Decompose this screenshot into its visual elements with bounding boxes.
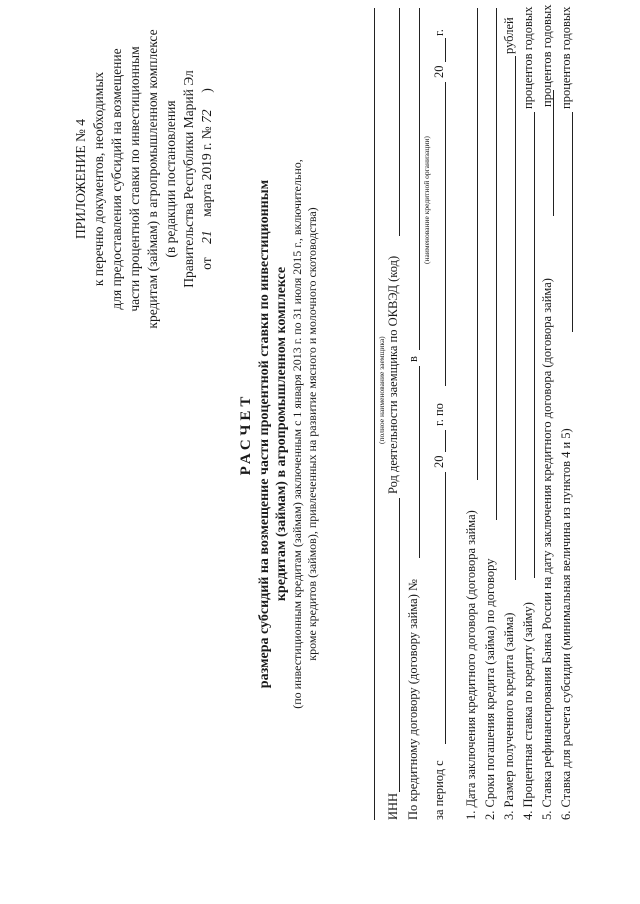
date-number: 72	[199, 109, 214, 124]
period-year-suffix-2: г.	[432, 29, 446, 36]
item-6-label: 6. Ставка для расчета субсидии (минимальная величина из пунктов 4 и 5)	[559, 428, 573, 820]
inn-label: ИНН	[386, 792, 400, 820]
item-3-field[interactable]	[515, 56, 516, 580]
title-subline: кроме кредитов (займов), привлеченных на развитие мясного и молочного скотоводства)	[305, 207, 319, 661]
appendix-line: для предоставления субсидий на возмещение	[109, 48, 124, 310]
appendix-line: Правительства Республики Марий Эл	[181, 70, 196, 288]
period-end-year-line[interactable]	[445, 38, 446, 62]
item-4-label: 4. Процентная ставка по кредиту (займу)	[521, 602, 535, 820]
okved-field-line[interactable]	[399, 8, 400, 236]
title-line: размера субсидий на возмещение части процентной ставки по инвестиционным	[257, 179, 272, 689]
appendix-date-line	[198, 14, 216, 344]
period-start-line[interactable]	[445, 472, 446, 744]
bank-name-line[interactable]	[419, 8, 420, 350]
item-5-label: 5. Ставка рефинансирования Банка России на дату заключения кредитного договора (договора займа)	[540, 278, 554, 820]
title-word: РАСЧЕТ	[238, 392, 254, 476]
item-4-suffix: процентов годовых	[521, 6, 535, 109]
borrower-name-line	[374, 8, 375, 820]
appendix-line: (в редакции постановления	[163, 100, 178, 258]
item-6-suffix: процентов годовых	[559, 6, 573, 109]
date-suffix: )	[199, 88, 214, 93]
item-3-suffix: рублей	[502, 17, 516, 54]
appendix-header	[72, 14, 216, 344]
period-year-prefix: 20	[432, 455, 446, 468]
appendix-line: кредитам (займам) в агропромышленном комплексе	[145, 29, 160, 329]
inn-field-line[interactable]	[399, 498, 400, 792]
contract-number-line[interactable]	[419, 366, 420, 558]
period-start-year-line[interactable]	[445, 430, 446, 452]
item-4-field[interactable]	[534, 112, 535, 578]
date-prefix: от	[199, 257, 214, 270]
period-year-suffix: г. по	[432, 403, 446, 426]
title-subline: (по инвестиционным кредитам (займам) заключенным с 1 января 2013 г. по 31 июля 2015 г., включительно,	[290, 159, 304, 709]
borrower-caption: (полное наименование заемщика)	[377, 336, 386, 444]
appendix-line: к перечню документов, необходимых	[91, 71, 106, 287]
appendix-line: ПРИЛОЖЕНИЕ № 4	[73, 118, 88, 240]
item-1-label: 1. Дата заключения кредитного договора (договора займа)	[464, 510, 478, 820]
item-3-label: 3. Размер полученного кредита (займа)	[502, 612, 516, 820]
appendix-line: части процентной ставки по инвестиционным	[127, 46, 142, 312]
contract-in-label: в	[406, 356, 420, 362]
item-5-field[interactable]	[553, 90, 554, 216]
okved-label: Род деятельности заемщика по ОКВЭД (код)	[386, 255, 400, 494]
date-day: 21	[199, 230, 214, 244]
period-year-prefix-2: 20	[432, 65, 446, 78]
period-end-line[interactable]	[445, 82, 446, 386]
item-2-label: 2. Сроки погашения кредита (займа) по договору	[483, 558, 497, 820]
item-6-field[interactable]	[572, 112, 573, 332]
period-prefix: за период с	[432, 760, 446, 820]
title-line: кредитам (займам) в агропромышленном комплексе	[274, 266, 289, 602]
item-2-field[interactable]	[496, 8, 497, 520]
contract-label: По кредитному договору (договору займа) №	[406, 579, 420, 820]
date-month-year: марта 2019 г. №	[199, 126, 214, 217]
item-1-field[interactable]	[477, 8, 478, 480]
item-5-suffix: процентов годовых	[540, 4, 554, 107]
document-title	[236, 84, 320, 784]
bank-caption: (наименование кредитной организации)	[422, 136, 431, 264]
